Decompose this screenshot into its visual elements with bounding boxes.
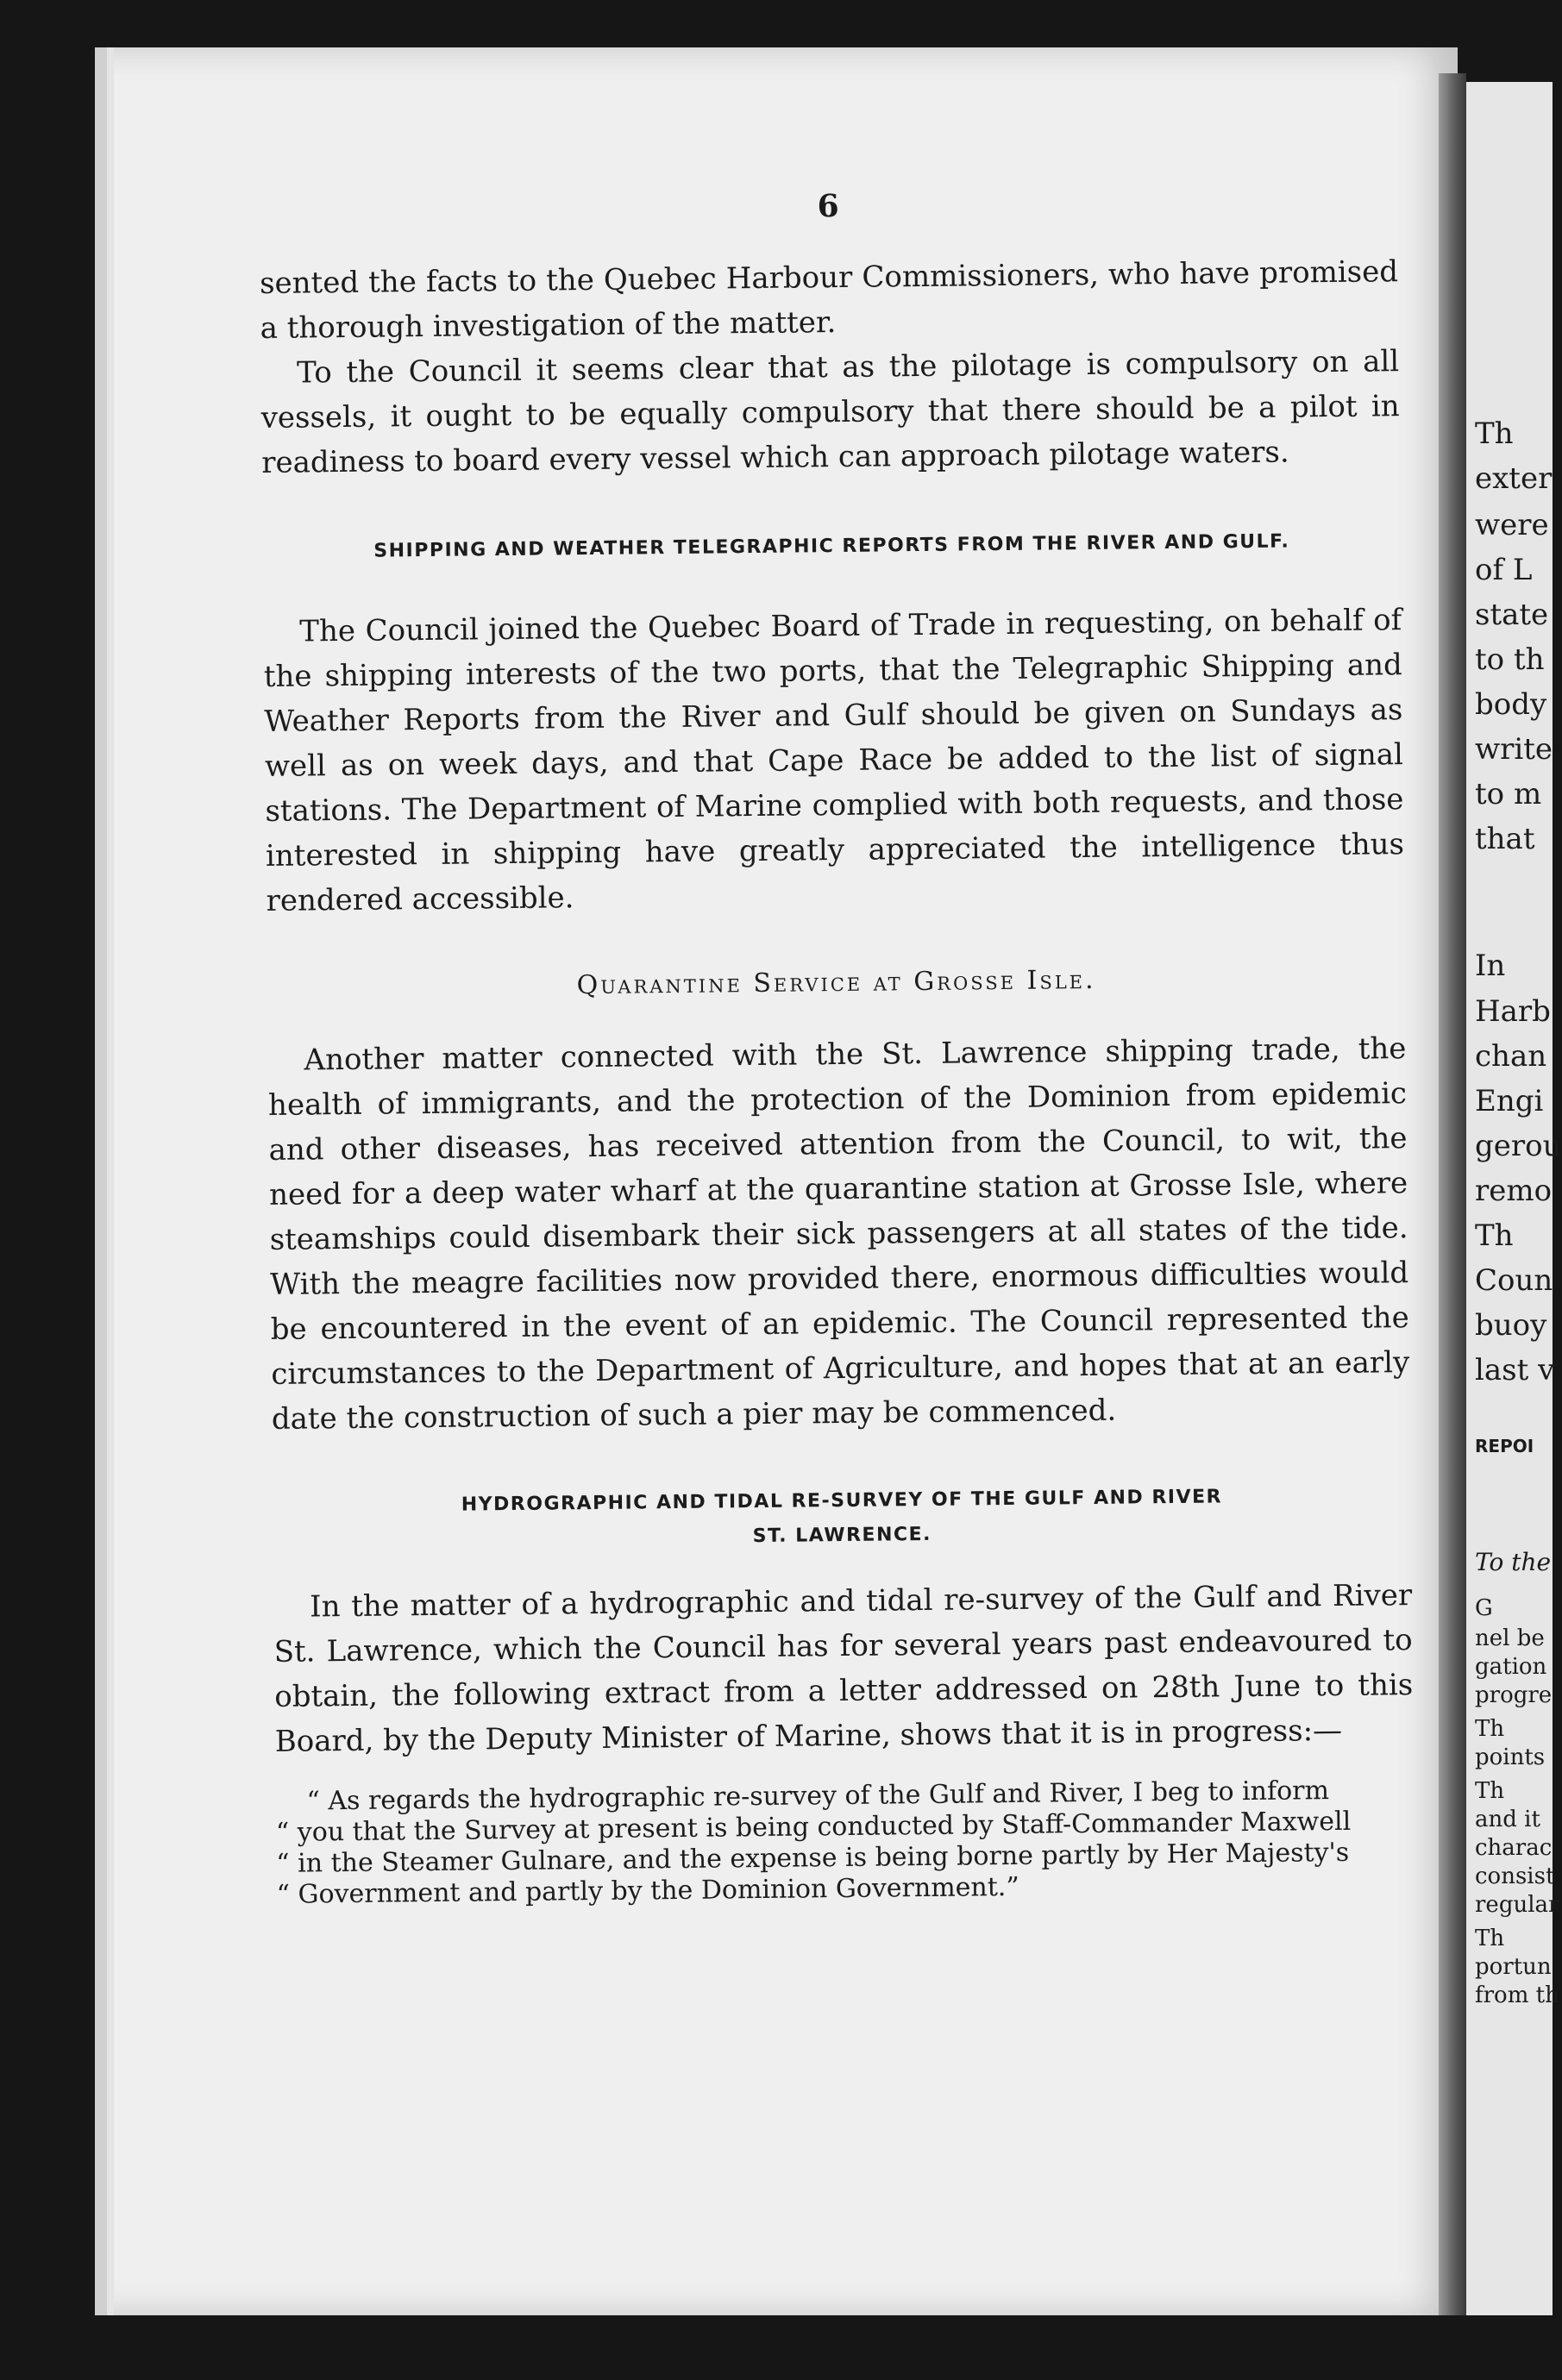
- right-fragment: that: [1475, 822, 1535, 856]
- right-fragment: progre: [1475, 1682, 1553, 1708]
- right-fragment: Th: [1475, 1218, 1514, 1253]
- right-fragment: portun: [1475, 1954, 1552, 1980]
- right-fragment: To the: [1475, 1548, 1552, 1576]
- right-fragment: gation: [1475, 1654, 1547, 1680]
- right-fragment: In: [1475, 949, 1506, 983]
- right-fragment: consist: [1475, 1863, 1555, 1889]
- right-fragment: points: [1475, 1744, 1546, 1770]
- right-fragment: nel be: [1475, 1625, 1545, 1651]
- paragraph: sented the facts to the Quebec Harbour Commissioners, who have promised a thorough investigation of the matter.: [259, 254, 1399, 346]
- right-page: [1466, 82, 1562, 2315]
- right-fragment: Th: [1475, 1926, 1505, 1951]
- section-heading-hydrographic: [273, 1478, 1412, 1559]
- right-fragment: G: [1475, 1595, 1493, 1621]
- right-fragment: and it: [1475, 1807, 1540, 1832]
- right-fragment: Coun: [1475, 1263, 1553, 1298]
- right-fragment: regular: [1475, 1892, 1559, 1918]
- heading-line: HYDROGRAPHIC AND TIDAL RE-SURVEY OF THE GULF AND RIVER: [461, 1486, 1223, 1516]
- right-fragment: exter: [1475, 461, 1553, 496]
- right-fragment: were: [1475, 508, 1549, 542]
- right-fragment: to th: [1475, 642, 1545, 677]
- paragraph: Another matter connected with the St. Lawrence shipping trade, the health of immigrants, and the protection of the Dominion from epidemic and other diseases, has received attention from the Council, to wit, the need for a deep water wharf at the quarantine station at Grosse Isle, where steamships could disembark their sick passengers at all states of the tide. With the meagre facilities now provided there, enormous difficulties would be encountered in the event of an epidemic. The Council represented the circumstances to the Department of Agriculture, and hopes that at an early date the construction of such a pier may be commenced.: [267, 1031, 1410, 1437]
- right-fragment: from th: [1475, 1982, 1559, 2008]
- quote-line: “ Government and partly by the Dominion Government.”: [276, 1871, 1019, 1910]
- section-heading-shipping: SHIPPING AND WEATHER TELEGRAPHIC REPORTS FROM THE RIVER AND GULF.: [373, 530, 1290, 562]
- paragraph: To the Council it seems clear that as the pilotage is compulsory on all vessels, it ought to be equally compulsory that there should be a pilot in readiness to board every vessel which can approach pilotage waters.: [260, 344, 1400, 480]
- right-fragment: REPOI: [1475, 1436, 1534, 1456]
- heading-line: ST. LAWRENCE.: [752, 1523, 932, 1548]
- paragraph: The Council joined the Quebec Board of Trade in requesting, on behalf of the shipping interests of the two ports, that the Telegraphic Shipping and Weather Reports from the River and Gulf should be given on Sundays as well as on week days, and that Cape Race be added to the list of signal stations. The Department of Marine complied with both requests, and those interested in shipping have greatly appreciated the intelligence thus rendered accessible.: [263, 603, 1405, 918]
- right-fragment: charac: [1475, 1835, 1553, 1861]
- right-fragment: remo: [1475, 1174, 1553, 1208]
- right-fragment: Th: [1475, 416, 1514, 451]
- right-fragment: Th: [1475, 1716, 1505, 1742]
- block-quote: [275, 1775, 1415, 1911]
- right-fragment: state: [1475, 598, 1549, 632]
- right-fragment: write: [1475, 732, 1553, 767]
- section-heading-quarantine: Quarantine Service at Grosse Isle.: [576, 964, 1096, 1001]
- quote-line: “ As regards the hydrographic re-survey of the Gulf and River, I beg to inform: [306, 1776, 1330, 1817]
- right-fragment: buoy: [1475, 1308, 1547, 1343]
- right-fragment: Engi: [1475, 1084, 1544, 1118]
- right-fragment: to m: [1475, 777, 1542, 811]
- book-gutter: [1439, 73, 1466, 2315]
- right-fragment: gerou: [1475, 1129, 1562, 1163]
- right-fragment: of L: [1475, 553, 1533, 587]
- right-fragment: body: [1475, 687, 1547, 722]
- page-number: 6: [817, 187, 839, 225]
- right-fragment: chan: [1475, 1039, 1547, 1074]
- quote-line: “ in the Steamer Gulnare, and the expense is being borne partly by Her Majesty's: [276, 1837, 1350, 1879]
- left-page-text: [259, 182, 1415, 1911]
- quote-line: “ you that the Survey at present is being conducted by Staff-Commander Maxwell: [275, 1806, 1352, 1848]
- right-fragment: last v: [1475, 1353, 1555, 1387]
- paragraph: In the matter of a hydrographic and tidal re-survey of the Gulf and River St. Lawrence, which the Council has for several years past endeavoured to obtain, the following extract from a letter addressed on 28th June to this Board, by the Deputy Minister of Marine, shows that it is in progress:—: [273, 1578, 1414, 1759]
- right-fragment: Harb: [1475, 994, 1551, 1029]
- right-fragment: Th: [1475, 1778, 1505, 1804]
